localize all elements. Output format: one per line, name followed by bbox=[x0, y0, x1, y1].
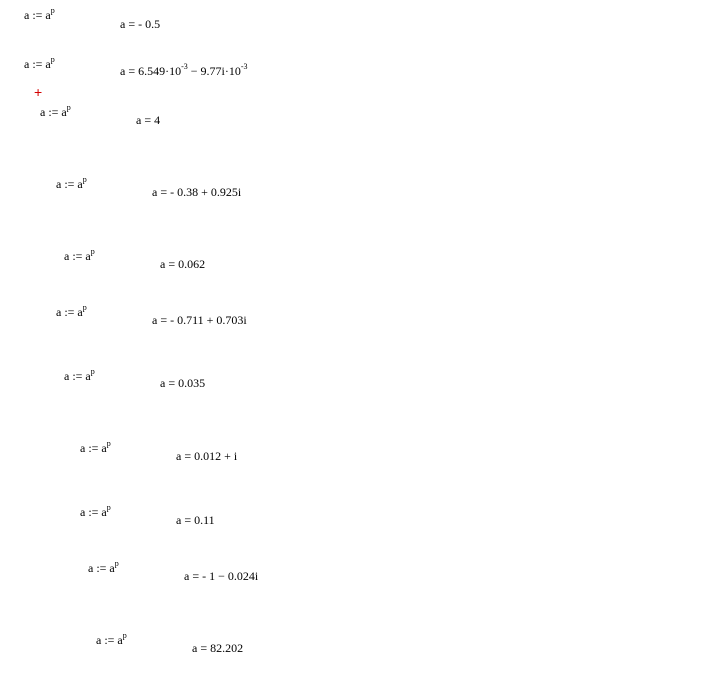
definition-expression: a := a bbox=[96, 633, 123, 647]
exponent: p bbox=[82, 175, 87, 184]
result-expression: a = - 0.5 bbox=[120, 17, 161, 31]
exponent: p bbox=[114, 559, 119, 568]
result-region[interactable] bbox=[176, 513, 215, 527]
exponent: p bbox=[106, 439, 111, 448]
result-region[interactable] bbox=[120, 17, 160, 31]
result-region[interactable] bbox=[160, 257, 205, 271]
definition-expression: a := a bbox=[80, 441, 107, 455]
result-expression: a = 0.035 bbox=[160, 376, 206, 390]
definition-region[interactable] bbox=[40, 105, 71, 119]
result-expression: a = - 0.38 + 0.925i bbox=[152, 185, 242, 199]
exponent: p bbox=[90, 367, 95, 376]
definition-region[interactable] bbox=[96, 633, 127, 647]
result-region[interactable] bbox=[192, 641, 243, 655]
definition-expression: a := a bbox=[24, 57, 51, 71]
exponent: p bbox=[90, 247, 95, 256]
exponent: p bbox=[122, 631, 127, 640]
result-expression: a = 0.062 bbox=[160, 257, 206, 271]
definition-region[interactable] bbox=[88, 561, 119, 575]
definition-region[interactable] bbox=[80, 441, 111, 455]
result-expression: a = - 0.711 + 0.703i bbox=[152, 313, 247, 327]
definition-expression: a := a bbox=[88, 561, 115, 575]
exponent: p bbox=[106, 503, 111, 512]
result-region[interactable] bbox=[152, 185, 241, 199]
result-expression: a = 0.012 + i bbox=[176, 449, 238, 463]
result-exponent: -3 bbox=[240, 62, 248, 71]
result-region[interactable] bbox=[120, 64, 248, 78]
result-expression: a = 82.202 bbox=[192, 641, 244, 655]
crosshair-cursor-icon: + bbox=[34, 84, 43, 100]
result-expression-tail: − 9.77i·10 bbox=[187, 64, 241, 78]
exponent: p bbox=[82, 303, 87, 312]
definition-expression: a := a bbox=[80, 505, 107, 519]
definition-expression: a := a bbox=[64, 369, 91, 383]
definition-region[interactable] bbox=[24, 8, 55, 22]
exponent: p bbox=[50, 6, 55, 15]
result-region[interactable] bbox=[160, 376, 205, 390]
result-region[interactable] bbox=[176, 449, 237, 463]
definition-region[interactable] bbox=[56, 177, 87, 191]
definition-region[interactable] bbox=[24, 57, 55, 71]
result-expression: a = 0.11 bbox=[176, 513, 215, 527]
result-exponent: -3 bbox=[181, 62, 188, 71]
definition-expression: a := a bbox=[56, 305, 83, 319]
definition-region[interactable] bbox=[64, 249, 95, 263]
result-expression: a = - 1 − 0.024i bbox=[184, 569, 259, 583]
definition-region[interactable] bbox=[56, 305, 87, 319]
definition-expression: a := a bbox=[40, 105, 67, 119]
result-region[interactable] bbox=[184, 569, 258, 583]
definition-region[interactable] bbox=[80, 505, 111, 519]
exponent: p bbox=[66, 103, 71, 112]
definition-region[interactable] bbox=[64, 369, 95, 383]
definition-expression: a := a bbox=[64, 249, 91, 263]
result-region[interactable] bbox=[152, 313, 247, 327]
result-region[interactable] bbox=[136, 113, 160, 127]
definition-expression: a := a bbox=[24, 8, 51, 22]
exponent: p bbox=[50, 55, 55, 64]
result-expression: a = 6.549·10 bbox=[120, 64, 182, 78]
definition-expression: a := a bbox=[56, 177, 83, 191]
result-expression: a = 4 bbox=[136, 113, 161, 127]
